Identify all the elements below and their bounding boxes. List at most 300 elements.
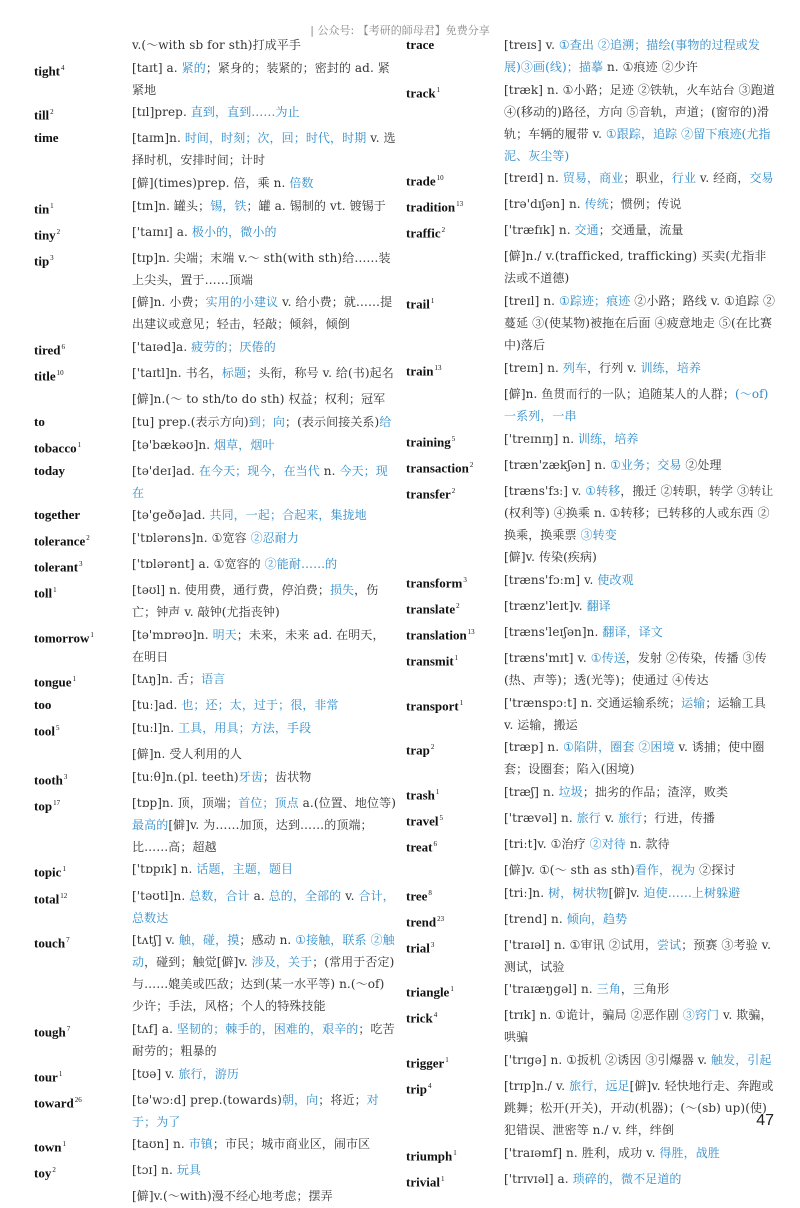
definition [132,1133,396,1155]
headword [406,807,504,832]
frequency-count: 3 [63,772,68,781]
frequency-count: 1 [58,1069,63,1078]
frequency-count: 1 [62,865,66,874]
headword [34,1063,132,1088]
entry-continuation [34,34,396,56]
headword-text: trap [406,742,430,758]
definition-text: [僻]n. 受人利用的人 [132,747,242,762]
definition-text: ['tɒpɪk] n. [132,862,197,877]
entry-tight [34,57,396,101]
definition [504,193,776,215]
definition [504,736,776,780]
headword-text: till [34,107,50,123]
definition [132,411,396,433]
headword-text: tradition [406,199,456,215]
definition-text: [træn'zækʃən] n. [504,457,611,472]
headword-text: tin [34,201,50,217]
headword-text: train [406,363,434,379]
frequency-count: 1 [90,630,94,639]
highlighted-meaning: ①接触，联系 ②触动 [132,933,395,970]
definition [132,57,396,101]
headword-text: trigger [406,1055,445,1071]
definition-text: [僻]v. ①(～ sth as sth) [504,863,635,878]
definition [504,245,776,289]
definition-text: ；(表示间接关系) [285,414,380,429]
frequency-count: 3 [463,575,467,584]
highlighted-meaning: 今天；现在 [132,463,388,500]
definition-text: ；行进，传播 [642,811,715,826]
definition-text: [trɪp]n./ v. [504,1079,570,1094]
definition-text: [tɪl]prep. [132,105,191,120]
headword [406,781,504,806]
headword [34,929,132,954]
headword [34,504,132,526]
definition [132,553,396,575]
headword [406,908,504,933]
headword [406,833,504,858]
headword [406,193,504,218]
frequency-count: 2 [451,486,456,495]
highlighted-meaning: 三角 [596,982,621,997]
frequency-count: 1 [435,788,440,797]
entry-transform [406,569,776,594]
left-column [34,34,396,1208]
headword-text: tiny [34,227,56,243]
definition [504,428,776,450]
entry-continuation [406,859,776,881]
definition-text: [treɪs] v. [504,38,559,52]
headword-text: tobacco [34,439,77,455]
headword-text: transform [406,575,463,591]
highlighted-meaning: 合计，总数达 [132,888,395,925]
definition [504,454,776,476]
entry-translate [406,595,776,620]
highlighted-meaning: 交通 [574,223,599,238]
entry-toward [34,1089,396,1133]
headword [34,885,132,910]
definition-text: ，碰到；触觉[僻]v. [144,955,252,970]
headword [34,553,132,578]
frequency-count: 1 [436,85,441,94]
frequency-count: 1 [77,440,82,449]
highlighted-meaning: 语言 [201,672,226,687]
entry-trigger [406,1049,776,1074]
entry-to [34,411,396,433]
entry-continuation [34,743,396,765]
entry-continuation [34,172,396,194]
headword [406,621,504,646]
headword [406,290,504,315]
highlighted-meaning: 旅行，游历 [178,1066,239,1081]
definition-text: n. [319,463,340,478]
definition-text: ，伤亡；钟声 v. 敲钟(尤指丧钟) [132,583,379,619]
frequency-count: 5 [55,724,60,733]
definition [504,1004,776,1048]
headword-text: tolerant [34,559,79,575]
headword [34,1159,132,1184]
frequency-count: 3 [430,940,435,949]
frequency-count: 23 [437,914,445,923]
highlighted-meaning: 直到，直到……为止 [190,105,300,120]
definition-text: ；紧身的；装紧的；密封的 ad. 紧紧地 [132,60,390,97]
definition-text: [tuːθ]n.(pl. teeth) [132,769,239,784]
entry-continuation [406,245,776,289]
definition [504,1075,776,1141]
highlighted-meaning: 涉及，关于 [251,955,313,970]
definition-text: [træns'leɪʃən]n. [504,624,603,639]
highlighted-meaning: 标题 [221,366,247,381]
highlighted-meaning: 琐碎的，微不足道的 [572,1171,682,1186]
definition-text: [tə'wɔːd] prep.(towards) [132,1092,282,1107]
frequency-count: 3 [50,253,54,262]
frequency-count: 1 [53,586,57,594]
highlighted-meaning: 最高的 [132,817,169,832]
definition-text: ；感动 n. [239,933,296,948]
entry-toll [34,579,396,623]
highlighted-meaning: 牙齿 [238,769,263,784]
definition-text: ['təʊtl]n. [132,888,190,903]
definition-text: [træʃ] n. [504,785,559,800]
highlighted-meaning: 得胜，战胜 [659,1145,720,1160]
headword-text: too [34,697,52,713]
right-column [406,34,776,1194]
headword-text: treat [406,839,433,855]
frequency-count: 1 [430,297,435,306]
definition [132,527,396,549]
definition-text: [tə'mɒrəʊ]n. [132,627,213,642]
highlighted-meaning: 倍数 [289,176,314,191]
entry-trick [406,1004,776,1048]
definition [132,1185,396,1207]
headword-text: translation [406,627,467,643]
headword-text: tight [34,63,60,79]
highlighted-meaning: 倾向，趋势 [566,911,628,926]
definition-text: ；预赛 ③考验 v. 测试，试验 [504,937,772,974]
headword [34,579,132,604]
definition-text: ['trɪvɪəl] a. [504,1171,573,1186]
definition-text: [træns'fɜː] v. [504,483,586,498]
definition [504,1168,776,1190]
headword [406,647,504,672]
definition-text: ['træfɪk] n. [504,223,575,238]
definition-text: [trænz'leɪt]v. [504,598,587,613]
frequency-count: 1 [450,985,454,994]
highlighted-meaning: ②忍耐力 [250,530,299,545]
definition-text: [tə'geðə]ad. [132,508,210,523]
definition-text: [tʌŋ]n. 舌； [132,672,202,687]
entry-trail [406,290,776,356]
definition-text: [tə'bækəʊ]n. [132,437,215,452]
definition-text: [triː]n. [504,885,549,900]
entry-trend [406,908,776,933]
headword [34,624,132,649]
definition [504,978,776,1000]
definition-text: ['treɪnɪŋ] n. [504,431,579,446]
entry-continuation [406,383,776,427]
definition [504,546,776,568]
frequency-count: 1 [50,201,54,210]
definition-text: ；罐 a. 锡制的 vt. 镀锡于 [246,198,386,213]
entry-tree [406,882,776,907]
highlighted-meaning: 树，树状物 [548,885,609,900]
entry-trap [406,736,776,780]
highlighted-meaning: 列车 [562,360,588,375]
highlighted-meaning: ①查出 ②追溯；描绘(事物的过程或发展)③画(线)；描摹 [504,38,760,74]
highlighted-meaning: 实用的小建议 [205,295,279,310]
highlighted-meaning: 翻译 [586,598,611,613]
definition [132,668,396,690]
entry-continuation [406,546,776,568]
headword-text: today [34,462,66,478]
headword-text: tip [34,253,50,269]
definition [132,291,396,335]
frequency-count: 10 [56,369,64,378]
highlighted-meaning: 坚韧的；棘手的，困难的，艰辛的 [176,1021,359,1036]
highlighted-meaning: 旅行 [576,811,601,826]
definition [132,362,396,384]
entry-continuation [34,1185,396,1207]
headword-text: tooth [34,772,63,788]
headword-text: trip [406,1081,427,1097]
definition-text: [僻]n./ v.(trafficked, trafficking) 买卖(尤指非法或不道德) [504,249,767,286]
highlighted-meaning: ②能耐……的 [264,556,338,571]
definition-text: ['traɪəl] n. ①审讯 ②试用， [504,937,657,952]
highlighted-meaning: 旅行 [618,811,643,826]
highlighted-meaning: 运输 [681,695,706,710]
entry-training [406,428,776,453]
definition [132,434,396,456]
definition-text: v. [341,888,359,903]
headword [34,1018,132,1043]
headword [34,460,132,482]
page-number: 47 [756,1112,774,1129]
definition [132,858,396,880]
definition-text: [僻]v.(～with)漫不经心地考虑；摆弄 [132,1189,333,1204]
headword [34,792,132,817]
entry-transmit [406,647,776,691]
entry-tomorrow [34,624,396,668]
definition [132,694,396,716]
definition-text: ；职业， [623,171,672,186]
headword-text: trade [406,173,436,189]
headword [406,79,504,104]
definition-text: a. [249,888,269,903]
frequency-count: 1 [453,1148,457,1157]
highlighted-meaning: 到；向 [248,414,286,429]
headword [406,357,504,382]
definition-text: [tɔɪ] n. [132,1163,177,1178]
highlighted-meaning: 市镇 [188,1137,213,1152]
headword [406,1142,504,1167]
definition-text: ；拙劣的作品；渣滓，败类 [582,785,729,800]
definition-text: [træns'mɪt] v. [504,650,591,665]
headword-text: translate [406,601,456,617]
highlighted-meaning: 朝，向 [281,1092,319,1107]
definition [132,1063,396,1085]
frequency-count: 4 [427,1082,432,1091]
definition-text: ②小路；路线 v. ①追踪 ②蔓延 ③(使某物)被拖在后面 ④疲意地走 ⑤(在比赛中)落后 [504,294,776,353]
definition-text: [僻]n. 鱼贯而行的一队；追随某人的人群； [504,386,735,401]
definition-text: [僻]v. 为……加顶，达到……的顶端；比……高；超越 [132,817,373,854]
definition-text: [tuːl]n. [132,721,179,736]
entry-train [406,357,776,382]
definition-text: [treɪl] n. [504,294,559,309]
headword [406,219,504,244]
definition-text: ②探讨 [695,863,736,878]
definition [504,34,776,78]
highlighted-meaning: 明天 [212,627,237,642]
highlighted-meaning: 锡，铁 [210,198,247,213]
frequency-count: 13 [434,363,442,372]
frequency-count: 13 [467,627,475,636]
frequency-count: 10 [436,174,444,183]
definition [132,1089,396,1133]
definition-text: ；未来，未来 ad. 在明天，在明日 [132,627,385,664]
definition [132,247,396,291]
headword [406,934,504,959]
definition-text: ['tɒlərəns]n. ①宽容 [132,530,251,545]
highlighted-meaning: 触，碰，摸 [178,933,240,948]
headword [406,454,504,479]
highlighted-meaning: ①跟踪，追踪 ②留下痕迹(尤指泥、灰尘等) [504,126,771,163]
headword [34,527,132,552]
entry-trip [406,1075,776,1141]
definition-text: v. [600,811,619,826]
headword-text: toy [34,1165,52,1181]
definition [132,336,396,358]
definition [132,388,396,410]
definition-text: [tu] prep.(表示方向) [132,414,249,429]
highlighted-meaning: 翻译，译文 [602,624,663,639]
highlighted-meaning: (～of)一系列，一串 [504,386,769,423]
definition [504,569,776,591]
highlighted-meaning: ③窍门 [682,1008,720,1023]
frequency-count: 3 [79,559,83,568]
headword-text: tired [34,342,61,358]
definition [504,908,776,930]
frequency-count: 5 [451,434,456,443]
highlighted-meaning: 损失 [329,583,355,597]
definition-text: [tʊə] v. [132,1066,179,1081]
definition [132,504,396,526]
definition [504,290,776,356]
definition [504,781,776,803]
highlighted-meaning: 垃圾 [558,785,583,800]
frequency-count: 1 [72,675,77,684]
highlighted-meaning: 烟草，烟叶 [214,437,275,452]
highlighted-meaning: ①转移 [585,483,621,498]
definition-text: ['taɪtl]n. 书名， [132,366,222,381]
highlighted-meaning: 使改观 [597,572,634,587]
highlighted-meaning: 训练，培养 [640,360,702,375]
definition-text: ['trævəl] n. [504,811,577,826]
headword [34,1089,132,1114]
definition [132,792,396,858]
headword-text: toll [34,585,53,601]
definition [504,357,776,379]
frequency-count: 2 [56,227,61,236]
entry-till [34,101,396,126]
highlighted-meaning: ③转变 [580,527,617,542]
definition-text: ['tɒlərənt] a. ①宽容的 [132,556,265,571]
headword-text: together [34,507,81,523]
definition [504,692,776,736]
definition-text: [tə'deɪ]ad. [132,463,199,478]
definition-text: [tɪn]n. 罐头； [132,198,211,213]
frequency-count: 2 [430,743,435,752]
entry-top [34,792,396,858]
definition-text: ['trɪgə] n. ①扳机 ②诱因 ③引爆器 v. [504,1053,711,1068]
frequency-count: 2 [86,533,90,542]
definition-text: [treɪd] n. [504,171,563,186]
definition-text: ；将近； [318,1092,367,1107]
definition-text: [triːt]v. ①治疗 [504,837,590,852]
definition-text: ['traɪæŋgəl] n. [504,982,597,997]
headword [34,858,132,883]
headword-text: trick [406,1010,433,1026]
headword-text: town [34,1139,62,1155]
entry-time [34,127,396,171]
entry-translation [406,621,776,646]
entry-tour [34,1063,396,1088]
highlighted-meaning: ②对待 [589,837,626,852]
headword-text: tour [34,1068,58,1084]
entry-transport [406,692,776,736]
definition [504,595,776,617]
headword-text: transport [406,697,459,713]
definition [504,934,776,978]
headword-text: tomorrow [34,630,90,646]
definition [132,127,396,171]
highlighted-meaning: 极小的，微小的 [191,224,277,239]
definition-text: ，发射 ②传染，传播 ③传(热、声等)；透(光等)；使通过 ④传达 [504,650,767,687]
highlighted-meaning: 尝试 [657,937,682,952]
definition-text: ；齿状物 [262,769,312,784]
definition [504,1049,776,1071]
definition-text: ；市民；城市商业区，闹市区 [212,1137,371,1152]
highlighted-meaning: ①踪迹；痕迹 [558,294,631,309]
headword [406,978,504,1003]
definition-text: ；吃苦耐劳的；粗暴的 [132,1021,395,1058]
definition [504,383,776,427]
headword [34,195,132,220]
highlighted-meaning: 贸易，商业 [562,171,624,186]
definition-text: [tuː]ad. [132,698,182,713]
definition-text: [僻]n. 小费； [132,295,206,310]
definition-text: ，三角形 [620,982,670,997]
definition-text: ，行列 v. [587,360,641,375]
headword-text: trivial [406,1174,440,1190]
highlighted-meaning: 传统 [584,197,609,212]
definition-text: [僻](times)prep. 倍，乘 n. [132,176,290,191]
definition-text: v. 欺骗，哄骗 [504,1008,773,1045]
highlighted-meaning: ①传送 [590,650,626,665]
definition-text: v.(～with sb for sth)打成平手 [132,38,301,52]
entry-triumph [406,1142,776,1167]
definition-text: ；运输工具 v. 运输，搬运 [504,695,766,732]
definition-text: [trend] n. [504,911,567,926]
definition-text: ；(常用于否定)与……媲美或匹敌；达到(某一水平等) n.(～of)少许；手法，风格；个人的特殊技能 [132,955,395,1014]
frequency-count: 5 [439,814,443,823]
definition [132,221,396,243]
entry-toy [34,1159,396,1184]
headword [34,694,132,716]
headword [34,247,132,272]
entry-travel [406,807,776,832]
definition-text: ['taɪnɪ] a. [132,224,192,239]
highlighted-meaning: 也；还；太，过于；很，非常 [181,698,339,713]
headword [34,127,132,149]
